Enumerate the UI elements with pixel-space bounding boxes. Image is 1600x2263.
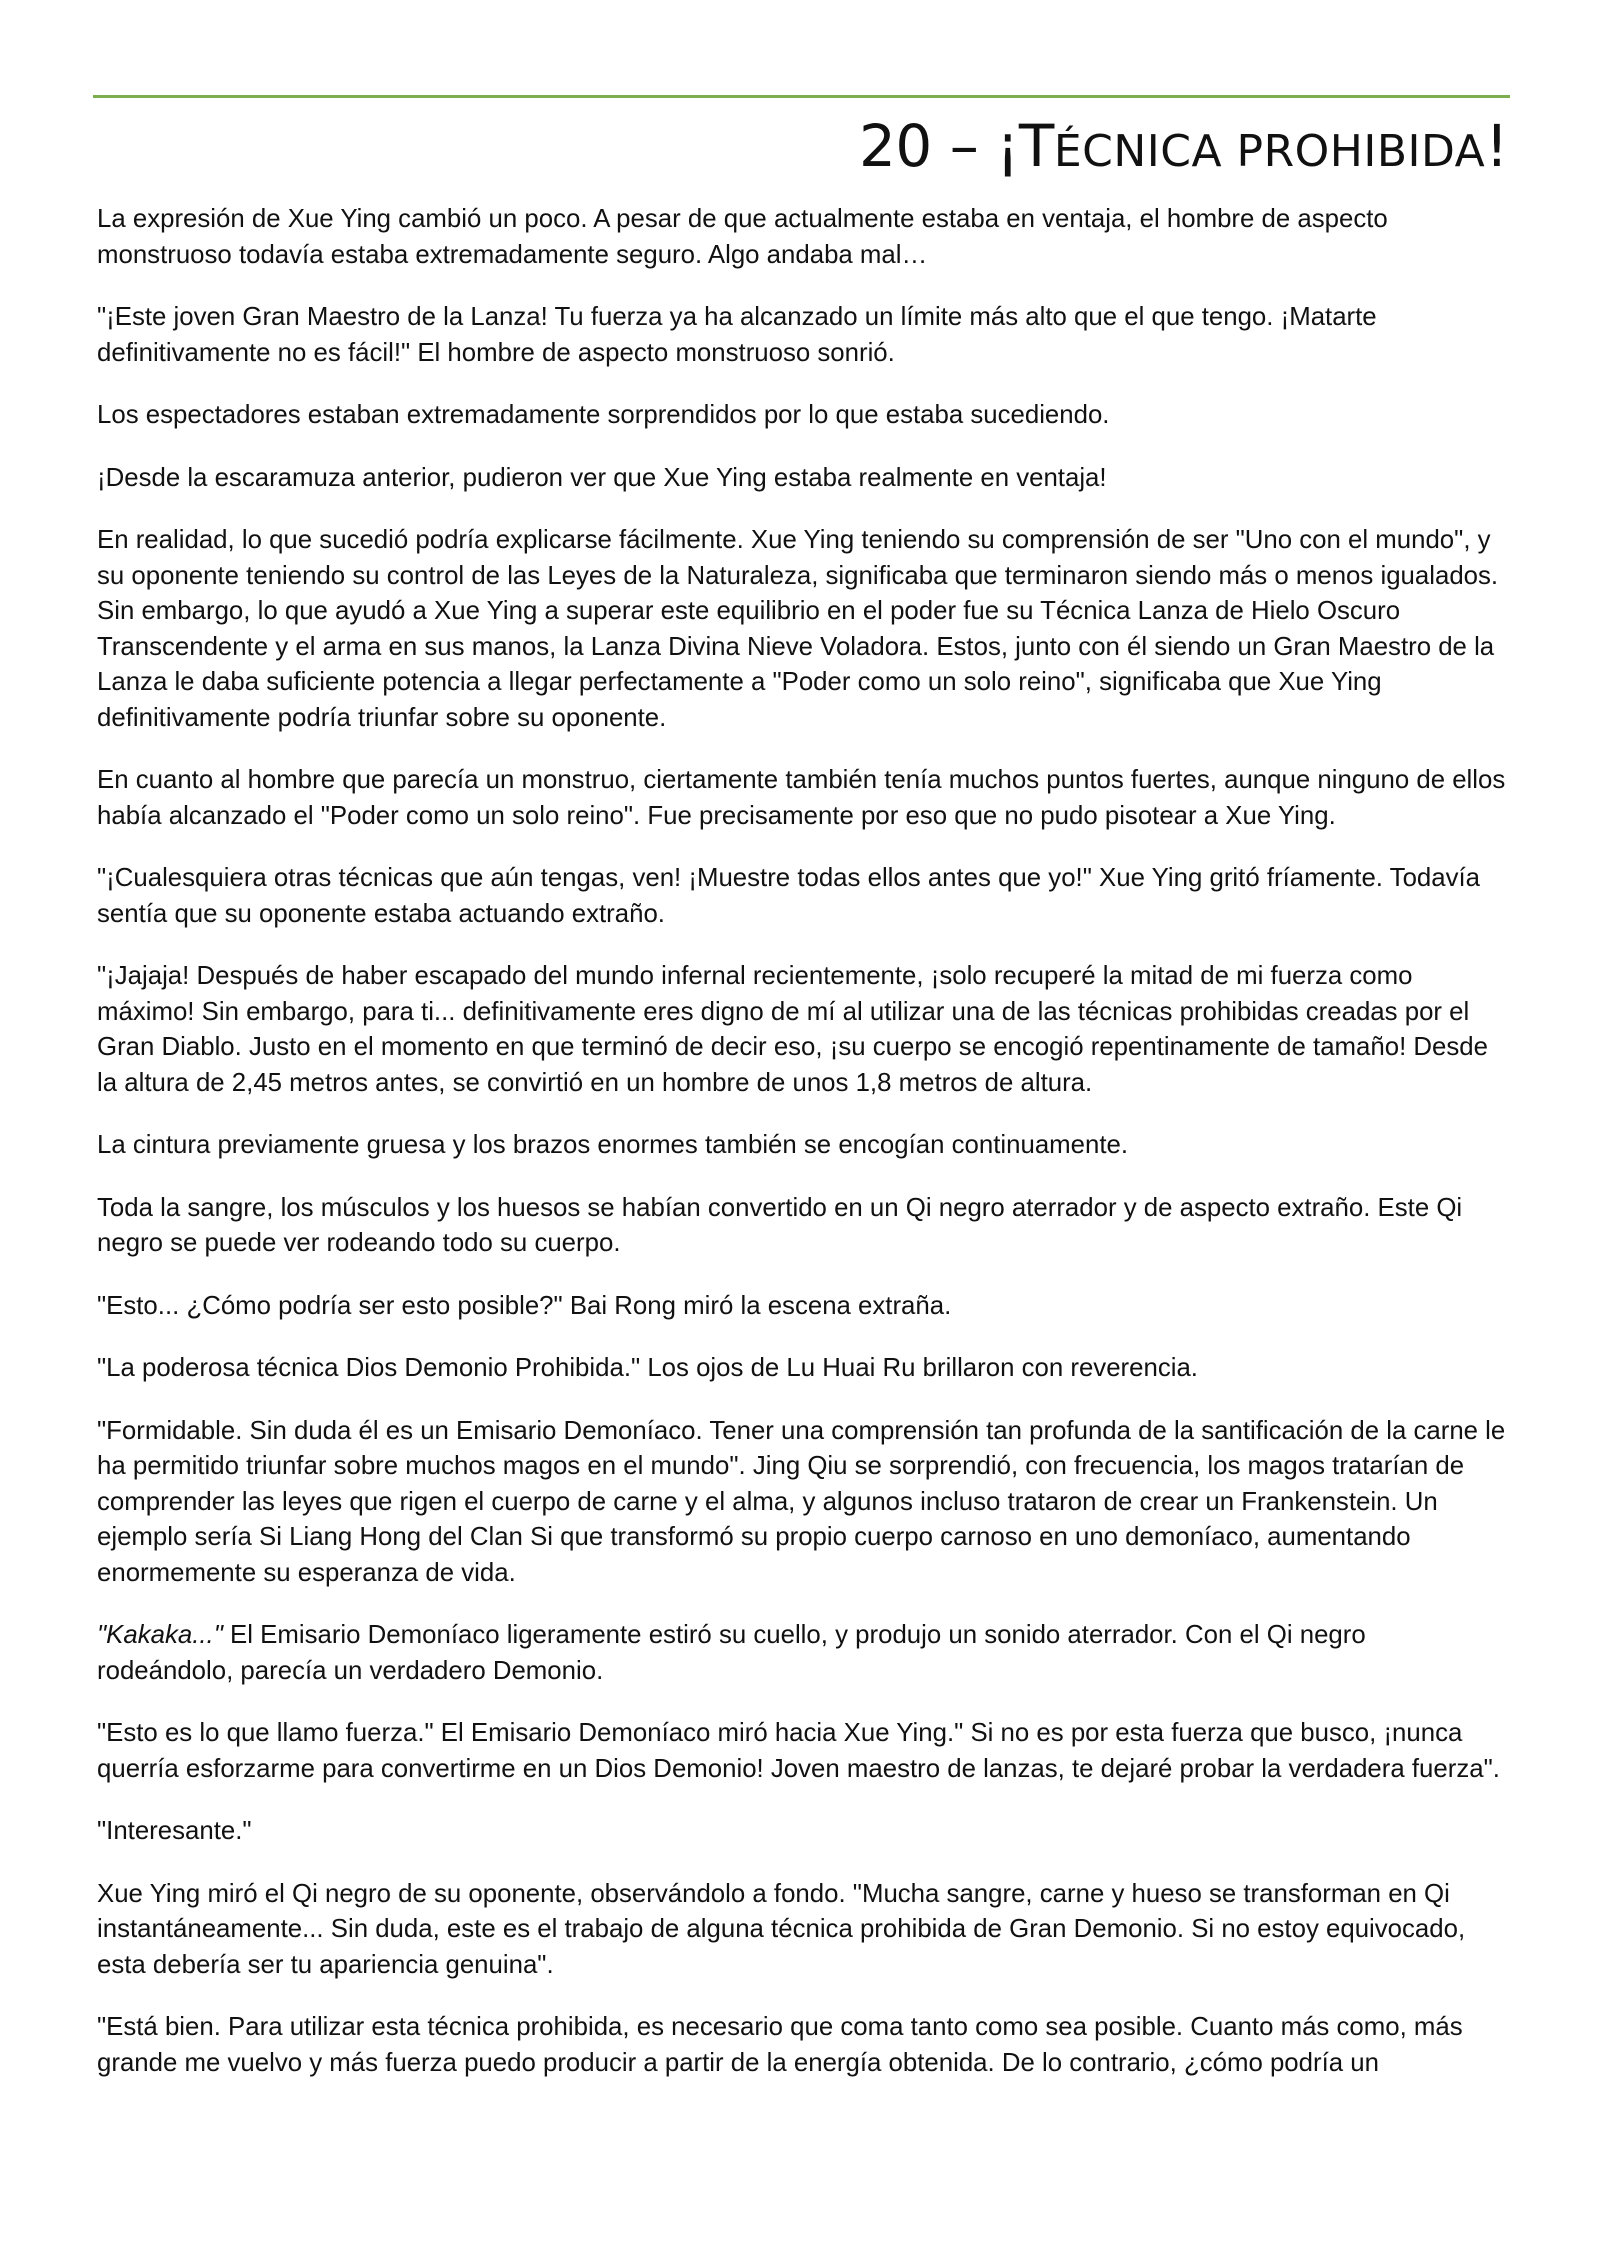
paragraph: Toda la sangre, los músculos y los huesos se habían convertido en un Qi negro aterrador y de aspecto extraño. Este Qi negro se puede ver rodeando todo su cuerpo. [97, 1193, 1463, 1257]
chapter-title-smallcaps: ÉCNICA PROHIBIDA [1053, 126, 1486, 177]
paragraph: "Está bien. Para utilizar esta técnica prohibida, es necesario que coma tanto como sea posible. Cuanto más como, más grande me vuelvo y más fuerza puedo producir a partir de la energía obtenida. De lo contrario, ¿cómo podría un [97, 2013, 1463, 2077]
paragraph: "¡Este joven Gran Maestro de la Lanza! Tu fuerza ya ha alcanzado un límite más alto que el que tengo. ¡Matarte definitivamente no es fácil!" El hombre de aspecto monstruoso sonrió. [97, 303, 1377, 367]
kakaka-rest: El Emisario Demoníaco ligeramente estiró su cuello, y produjo un sonido aterrador. Con el Qi negro rodeándolo, parecía un verdadero Demonio. [97, 1621, 1366, 1685]
paragraph: "La poderosa técnica Dios Demonio Prohibida." Los ojos de Lu Huai Ru brillaron con reverencia. [97, 1354, 1198, 1382]
paragraph: La expresión de Xue Ying cambió un poco. A pesar de que actualmente estaba en ventaja, el hombre de aspecto monstruoso todavía estaba extremadamente seguro. Algo andaba mal… [97, 205, 1388, 269]
chapter-body [97, 202, 1507, 2108]
paragraph: "Esto... ¿Cómo podría ser esto posible?" Bai Rong miró la escena extraña. [97, 1291, 952, 1320]
paragraph: En realidad, lo que sucedió podría explicarse fácilmente. Xue Ying teniendo su comprensión de ser "Uno con el mundo", y su oponente teniendo su control de las Leyes de la Naturaleza, significaba que terminaron siendo más o menos igualados. Sin embargo, lo que ayudó a Xue Ying a superar este equilibrio en el poder fue su Técnica Lanza de Hielo Oscuro Transcendente y el arma en sus manos, la Lanza Divina Nieve Voladora. Estos, junto con él siendo un Gran Maestro de la Lanza le daba suficiente potencia a llegar perfectamente a "Poder como un solo reino", significaba que Xue Ying definitivamente podría triunfar sobre su oponente. [97, 526, 1499, 732]
kakaka-italic: "Kakaka..." [97, 1621, 223, 1649]
paragraph: "Formidable. Sin duda él es un Emisario Demoníaco. Tener una comprensión tan profunda de la santificación de la carne le ha permitido triunfar sobre muchos magos en el mundo". Jing Qiu se sorprendió, con frecuencia, los magos tratarían de comprender las leyes que rigen el cuerpo de carne y el alma, y algunos incluso trataron de crear un Frankenstein. Un ejemplo sería Si Liang Hong del Clan Si que transformó su propio cuerpo carnoso en uno demoníaco, aumentando enormemente su esperanza de vida. [97, 1416, 1506, 1587]
paragraph: ¡Desde la escaramuza anterior, pudieron ver que Xue Ying estaba realmente en ventaja! [97, 463, 1107, 492]
chapter-title [859, 106, 1508, 192]
chapter-title-prefix: ¡T [996, 112, 1054, 180]
header-rule [93, 95, 1510, 98]
paragraph: "Interesante." [97, 1817, 252, 1845]
paragraph: "¡Jajaja! Después de haber escapado del mundo infernal recientemente, ¡solo recuperé la mitad de mi fuerza como máximo! Sin embargo, para ti... definitivamente eres digno de mí al utilizar una de las técnicas prohibidas creadas por el Gran Diablo. Justo en el momento en que terminó de decir eso, ¡su cuerpo se encogió repentinamente de tamaño! Desde la altura de 2,45 metros antes, se convirtió en un hombre de unos 1,8 metros de altura. [97, 962, 1488, 1097]
paragraph: "¡Cualesquiera otras técnicas que aún tengas, ven! ¡Muestre todas ellos antes que yo!" Xue Ying gritó fríamente. Todavía sentía que su oponente estaba actuando extraño. [97, 864, 1481, 928]
paragraph: Los espectadores estaban extremadamente sorprendidos por lo que estaba sucediendo. [97, 401, 1110, 429]
paragraph: Xue Ying miró el Qi negro de su oponente, observándolo a fondo. "Mucha sangre, carne y hueso se transforman en Qi instantáneamente... Sin duda, este es el trabajo de alguna técnica prohibida de Gran Demonio. Si no estoy equivocado, esta debería ser tu apariencia genuina". [97, 1879, 1466, 1979]
paragraph: "Esto es lo que llamo fuerza." El Emisario Demoníaco miró hacia Xue Ying." Si no es por esta fuerza que busco, ¡nunca querría esforzarme para convertirme en un Dios Demonio! Joven maestro de lanzas, te dejaré probar la verdadera fuerza". [97, 1719, 1500, 1783]
paragraph-kakaka [97, 1618, 1507, 1689]
paragraph: La cintura previamente gruesa y los brazos enormes también se encogían continuamente. [97, 1131, 1129, 1159]
chapter-title-end: ! [1485, 112, 1508, 180]
chapter-title-number: 20 – [858, 112, 997, 180]
paragraph: En cuanto al hombre que parecía un monstruo, ciertamente también tenía muchos puntos fuertes, aunque ninguno de ellos había alcanzado el "Poder como un solo reino". Fue precisamente por eso que no pudo pisotear a Xue Ying. [97, 766, 1506, 830]
